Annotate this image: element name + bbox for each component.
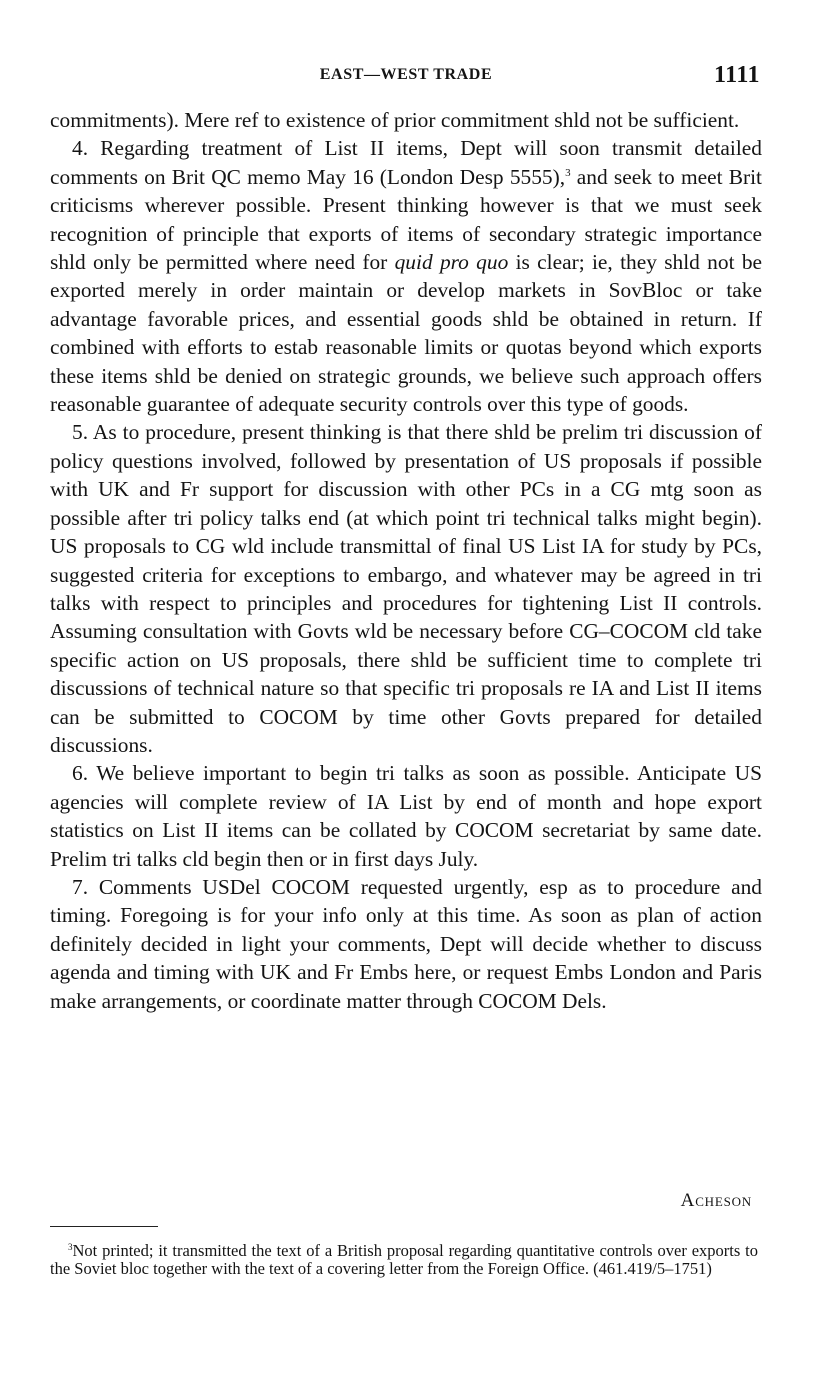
footnote [50, 1242, 758, 1277]
paragraph-6: 6. We believe important to begin tri talks as soon as possible. Anticipate US agencies will complete review of IA List by end of month and hope export statistics on List II items can be collated by COCOM secretariat by same date. Prelim tri talks cld begin then or in first days July. [50, 761, 762, 871]
signature: Acheson [680, 1190, 752, 1211]
footnote-divider [50, 1226, 158, 1227]
footnote-marker: 3 [68, 1242, 73, 1252]
paragraph-4-italic-phrase: quid pro quo [394, 250, 509, 275]
paragraph-4 [50, 134, 762, 418]
page-number: 1111 [713, 62, 760, 88]
document-page [50, 0, 762, 1380]
paragraph-7: 7. Comments USDel COCOM requested urgently, esp as to procedure and timing. Foregoing is for your info only at this time. As soon as plan of action definitely decided in light your comments, Dept will decide whether to discuss agenda and timing with UK and Fr Embs here, or request Embs London and Paris make arrangements, or coordinate matter through COCOM Dels. [50, 874, 762, 1013]
running-head: EAST—WEST TRADE [319, 66, 493, 83]
body-text [50, 106, 762, 1015]
paragraph-5: 5. As to procedure, present thinking is that there shld be prelim tri discussion of policy questions involved, followed by presentation of US proposals if possible with UK and Fr support for discussion with other PCs in a CG mtg soon as possible after tri policy talks end (at which point tri technical talks might begin). US proposals to CG wld include transmittal of final US List IA for study by PCs, suggested criteria for exceptions to embargo, and whatever may be agreed in tri talks with respect to principles and procedures for tightening List II controls. Assuming consultation with Govts wld be necessary before CG–COCOM cld take specific action on US proposals, there shld be sufficient time to complete tri discussions of technical nature so that specific tri proposals re IA and List II items can be submitted to COCOM by time other Govts prepared for detailed discussions. [50, 420, 762, 757]
paragraph-4-text-end: is clear; ie, they shld not be exported merely in order maintain or develop markets in SovBloc or take advantage favorable prices, and essential goods shld be obtained in return. If combined with efforts to estab reasonable limits or quotas beyond which exports these items shld be denied on strategic grounds, we believe such approach offers reasonable guarantee of adequate security controls over this type of goods. [50, 250, 763, 417]
paragraph-continuation: commitments). Mere ref to existence of prior commitment shld not be sufficient. [50, 108, 740, 132]
paragraph-4-text-start: 4. Regarding treatment of List II items, Dept will soon transmit detailed comments on Brit QC memo May 16 (London Desp 5555), [50, 136, 762, 189]
footnote-text: Not printed; it transmitted the text of a British proposal regarding quantitative controls over exports to the Soviet bloc together with the text of a covering letter from the Foreign Office. (461.419/5–1751) [50, 1241, 758, 1278]
page-header [50, 62, 762, 88]
paragraph-4-text-middle: and seek to meet Brit criticisms wherever possible. Present thinking however is that we must seek recognition of principle that exports of items of secondary strategic importance shld only be permitted where need for [50, 164, 762, 275]
footnote-reference: 3 [565, 166, 571, 179]
